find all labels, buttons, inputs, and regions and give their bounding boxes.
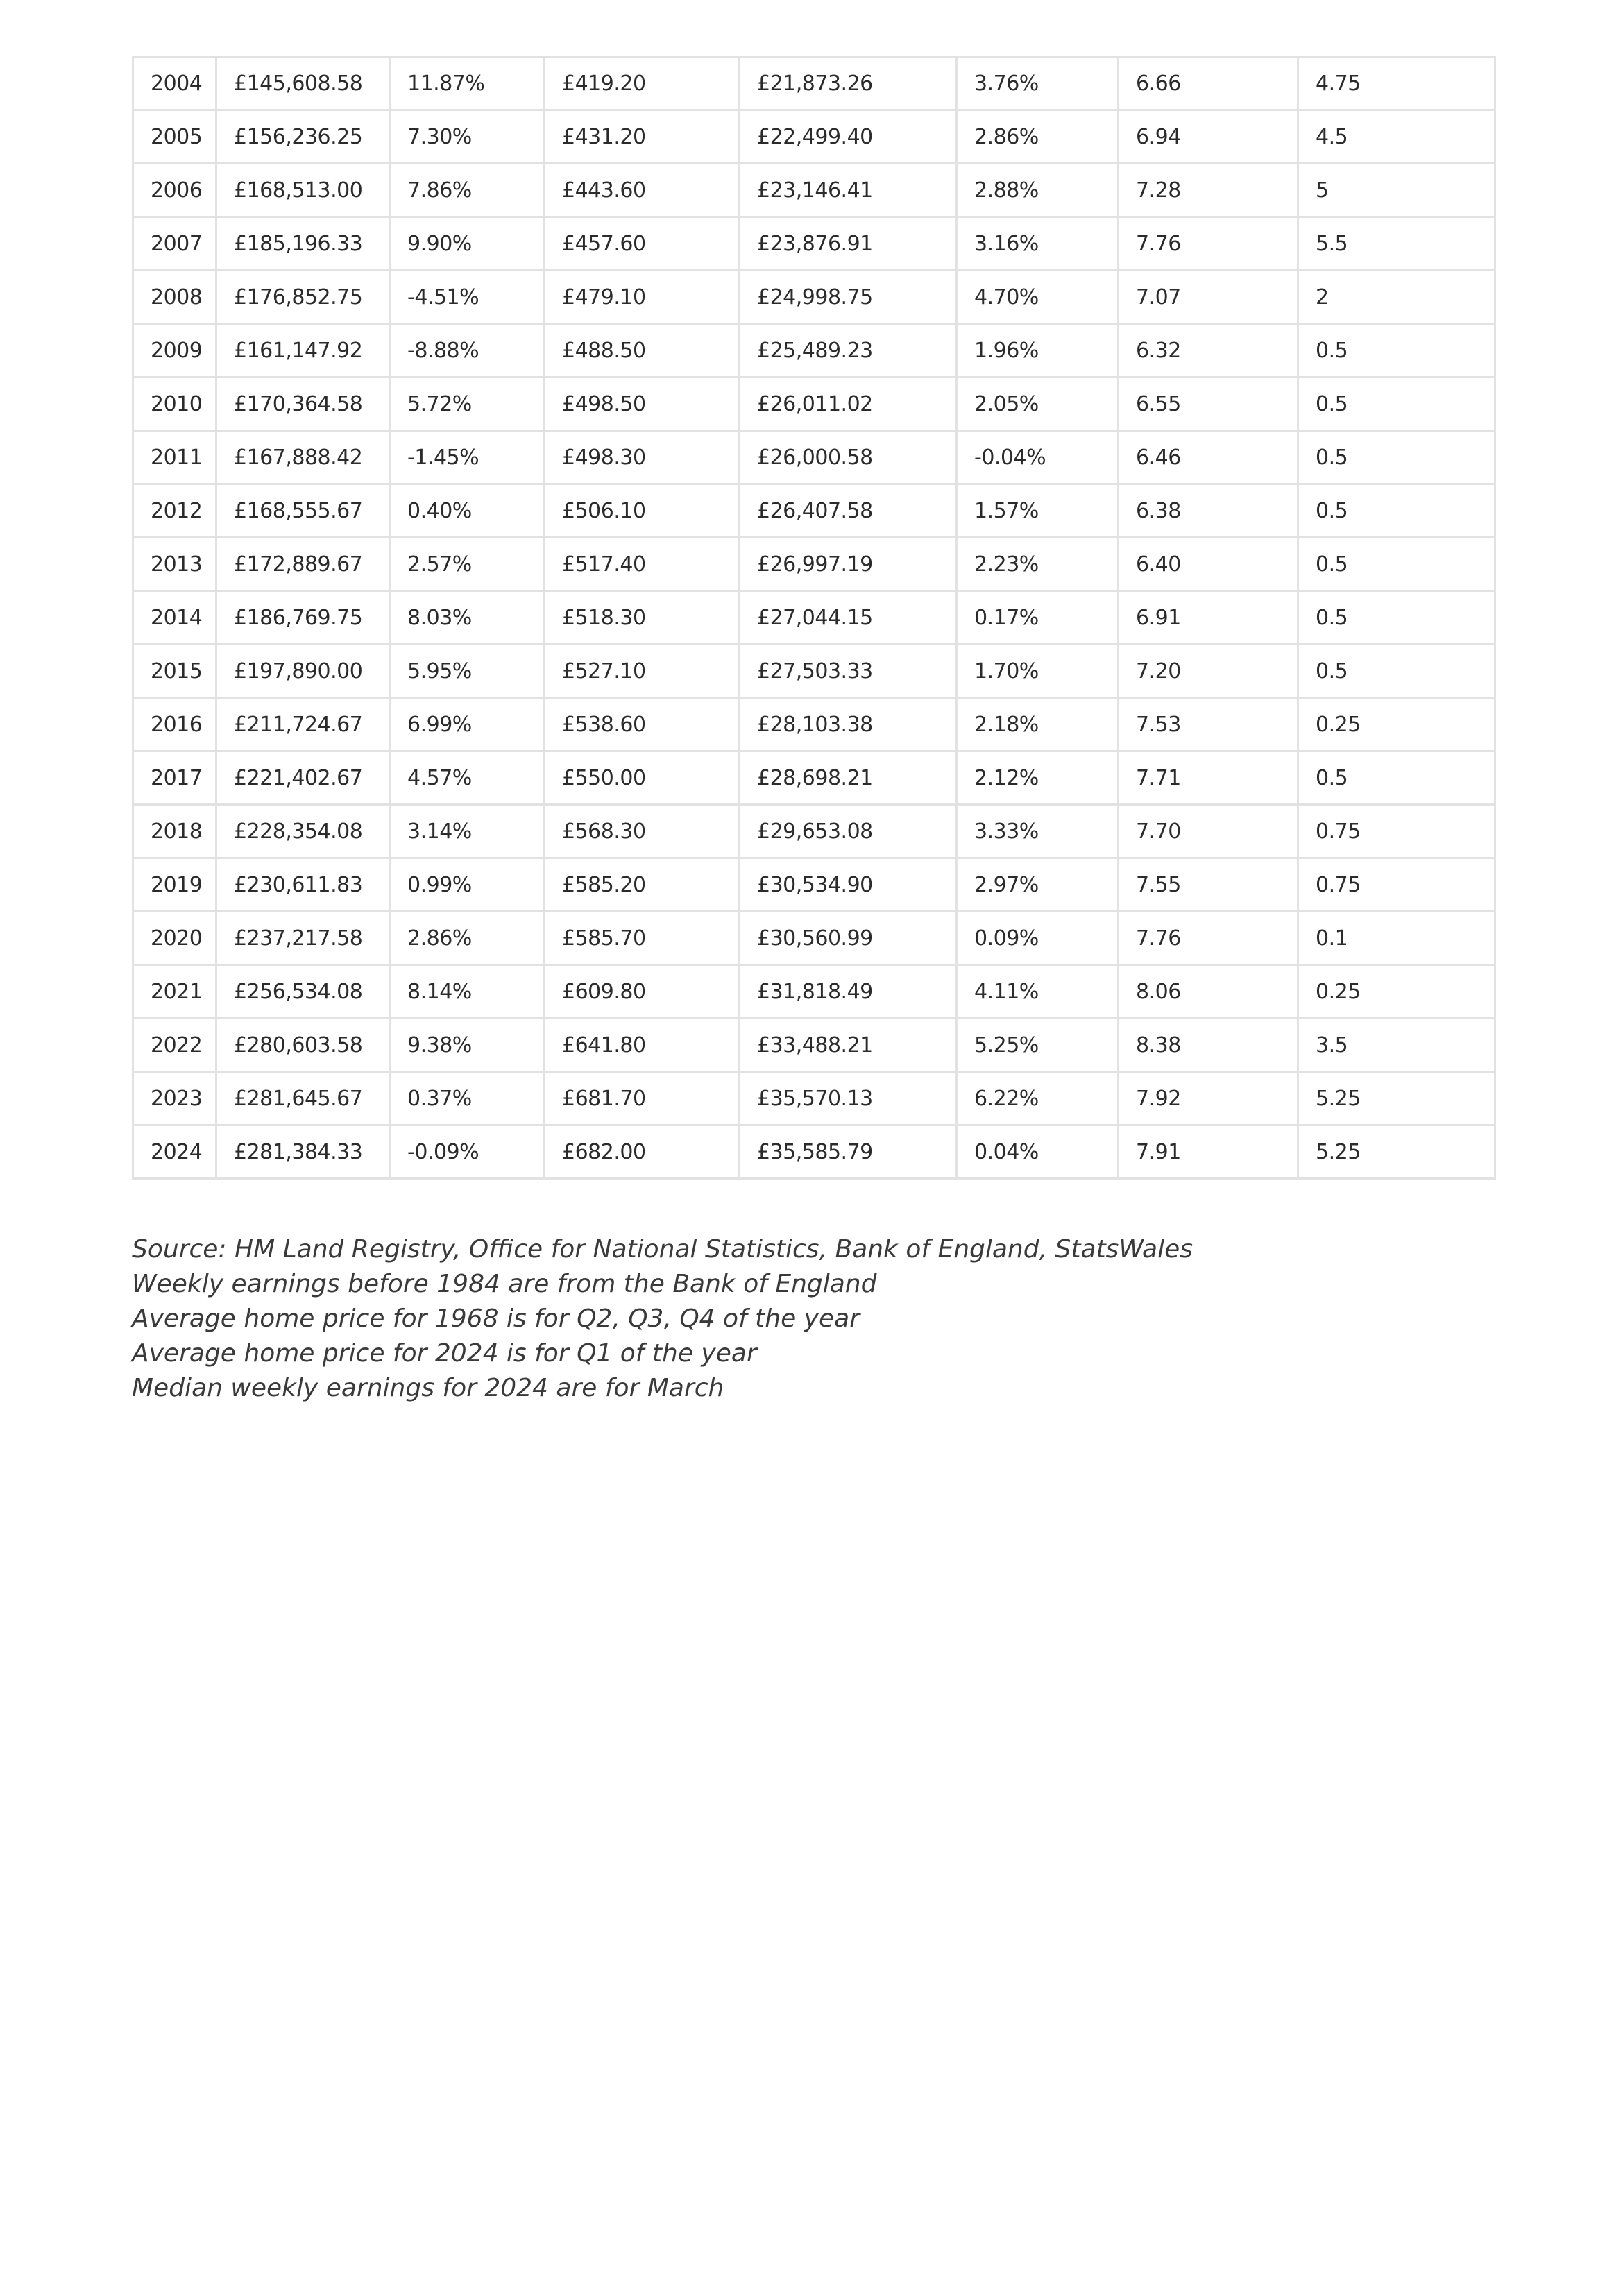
interest-rate-cell: 4.75 [1298,57,1495,110]
data-table [132,56,1496,1180]
interest-rate-cell: 5.5 [1298,217,1495,271]
annual-earnings-cell: £30,534.90 [740,858,957,912]
table-row [133,858,1495,912]
price-change-cell: 7.30% [390,110,545,164]
weekly-earnings-cell: £517.40 [545,538,740,591]
year-cell: 2010 [133,377,216,431]
average-home-price-cell: £221,402.67 [216,751,390,805]
year-cell: 2006 [133,164,216,217]
table-row [133,484,1495,538]
table-row [133,591,1495,645]
earnings-change-cell: 3.76% [957,57,1119,110]
note-weekly-earnings: Weekly earnings before 1984 are from the Bank of England [132,1270,877,1298]
year-cell: 2019 [133,858,216,912]
average-home-price-cell: £185,196.33 [216,217,390,271]
earnings-change-cell: 2.86% [957,110,1119,164]
ratio-cell: 6.91 [1119,591,1298,645]
year-cell: 2017 [133,751,216,805]
interest-rate-cell: 4.5 [1298,110,1495,164]
year-cell: 2018 [133,805,216,858]
table-row [133,1125,1495,1179]
annual-earnings-cell: £24,998.75 [740,271,957,324]
year-cell: 2008 [133,271,216,324]
earnings-change-cell: 2.18% [957,698,1119,751]
ratio-cell: 6.66 [1119,57,1298,110]
annual-earnings-cell: £27,044.15 [740,591,957,645]
earnings-change-cell: 2.05% [957,377,1119,431]
earnings-change-cell: 0.09% [957,912,1119,965]
interest-rate-cell: 2 [1298,271,1495,324]
interest-rate-cell: 0.5 [1298,751,1495,805]
earnings-change-cell: 2.12% [957,751,1119,805]
year-cell: 2011 [133,431,216,484]
earnings-change-cell: 0.04% [957,1125,1119,1179]
annual-earnings-cell: £26,011.02 [740,377,957,431]
average-home-price-cell: £281,384.33 [216,1125,390,1179]
annual-earnings-cell: £35,585.79 [740,1125,957,1179]
ratio-cell: 6.32 [1119,324,1298,377]
ratio-cell: 7.20 [1119,645,1298,698]
weekly-earnings-cell: £498.50 [545,377,740,431]
table-row [133,805,1495,858]
average-home-price-cell: £211,724.67 [216,698,390,751]
year-cell: 2020 [133,912,216,965]
year-cell: 2004 [133,57,216,110]
price-change-cell: 2.86% [390,912,545,965]
average-home-price-cell: £168,513.00 [216,164,390,217]
earnings-change-cell: 3.33% [957,805,1119,858]
note-home-price-2024: Average home price for 2024 is for Q1 of the year [132,1339,757,1368]
ratio-cell: 7.55 [1119,858,1298,912]
interest-rate-cell: 0.25 [1298,965,1495,1019]
average-home-price-cell: £256,534.08 [216,965,390,1019]
table-row [133,912,1495,965]
price-change-cell: 2.57% [390,538,545,591]
price-change-cell: 0.37% [390,1072,545,1125]
average-home-price-cell: £280,603.58 [216,1019,390,1072]
ratio-cell: 7.76 [1119,217,1298,271]
average-home-price-cell: £230,611.83 [216,858,390,912]
weekly-earnings-cell: £457.60 [545,217,740,271]
table-row [133,645,1495,698]
annual-earnings-cell: £30,560.99 [740,912,957,965]
weekly-earnings-cell: £550.00 [545,751,740,805]
ratio-cell: 7.28 [1119,164,1298,217]
ratio-cell: 6.55 [1119,377,1298,431]
price-change-cell: 7.86% [390,164,545,217]
earnings-change-cell: 2.88% [957,164,1119,217]
price-change-cell: -8.88% [390,324,545,377]
ratio-cell: 7.07 [1119,271,1298,324]
price-change-cell: 8.14% [390,965,545,1019]
year-cell: 2015 [133,645,216,698]
average-home-price-cell: £145,608.58 [216,57,390,110]
weekly-earnings-cell: £479.10 [545,271,740,324]
price-change-cell: 9.90% [390,217,545,271]
ratio-cell: 6.40 [1119,538,1298,591]
interest-rate-cell: 5.25 [1298,1072,1495,1125]
table-row [133,324,1495,377]
price-change-cell: 0.40% [390,484,545,538]
earnings-change-cell: 1.57% [957,484,1119,538]
weekly-earnings-cell: £568.30 [545,805,740,858]
table-row [133,377,1495,431]
price-change-cell: -0.09% [390,1125,545,1179]
interest-rate-cell: 3.5 [1298,1019,1495,1072]
annual-earnings-cell: £31,818.49 [740,965,957,1019]
weekly-earnings-cell: £518.30 [545,591,740,645]
average-home-price-cell: £281,645.67 [216,1072,390,1125]
table-row [133,538,1495,591]
price-change-cell: 5.72% [390,377,545,431]
year-cell: 2024 [133,1125,216,1179]
interest-rate-cell: 0.75 [1298,858,1495,912]
price-change-cell: -4.51% [390,271,545,324]
weekly-earnings-cell: £419.20 [545,57,740,110]
year-cell: 2014 [133,591,216,645]
weekly-earnings-cell: £682.00 [545,1125,740,1179]
average-home-price-cell: £168,555.67 [216,484,390,538]
interest-rate-cell: 0.1 [1298,912,1495,965]
earnings-change-cell: -0.04% [957,431,1119,484]
earnings-change-cell: 3.16% [957,217,1119,271]
note-home-price-1968: Average home price for 1968 is for Q2, Q3, Q4 of the year [132,1304,860,1333]
ratio-cell: 8.06 [1119,965,1298,1019]
price-change-cell: 11.87% [390,57,545,110]
ratio-cell: 7.71 [1119,751,1298,805]
table-body [133,57,1495,1179]
weekly-earnings-cell: £506.10 [545,484,740,538]
table-row [133,431,1495,484]
interest-rate-cell: 0.5 [1298,377,1495,431]
ratio-cell: 6.38 [1119,484,1298,538]
year-cell: 2016 [133,698,216,751]
annual-earnings-cell: £26,407.58 [740,484,957,538]
table-row [133,1072,1495,1125]
table-row [133,164,1495,217]
table-row [133,965,1495,1019]
annual-earnings-cell: £23,146.41 [740,164,957,217]
earnings-change-cell: 1.70% [957,645,1119,698]
note-median-earnings: Median weekly earnings for 2024 are for March [132,1374,724,1402]
annual-earnings-cell: £23,876.91 [740,217,957,271]
interest-rate-cell: 0.5 [1298,324,1495,377]
interest-rate-cell: 0.25 [1298,698,1495,751]
annual-earnings-cell: £22,499.40 [740,110,957,164]
average-home-price-cell: £170,364.58 [216,377,390,431]
average-home-price-cell: £237,217.58 [216,912,390,965]
interest-rate-cell: 5 [1298,164,1495,217]
interest-rate-cell: 5.25 [1298,1125,1495,1179]
table-row [133,57,1495,110]
earnings-change-cell: 4.11% [957,965,1119,1019]
average-home-price-cell: £172,889.67 [216,538,390,591]
interest-rate-cell: 0.5 [1298,538,1495,591]
price-change-cell: 9.38% [390,1019,545,1072]
weekly-earnings-cell: £527.10 [545,645,740,698]
annual-earnings-cell: £26,997.19 [740,538,957,591]
weekly-earnings-cell: £585.20 [545,858,740,912]
notes-block [132,1232,1494,1406]
earnings-change-cell: 0.17% [957,591,1119,645]
average-home-price-cell: £167,888.42 [216,431,390,484]
earnings-change-cell: 2.97% [957,858,1119,912]
ratio-cell: 7.70 [1119,805,1298,858]
weekly-earnings-cell: £443.60 [545,164,740,217]
annual-earnings-cell: £29,653.08 [740,805,957,858]
price-change-cell: 0.99% [390,858,545,912]
average-home-price-cell: £176,852.75 [216,271,390,324]
price-change-cell: 4.57% [390,751,545,805]
ratio-cell: 7.91 [1119,1125,1298,1179]
table-row [133,271,1495,324]
year-cell: 2021 [133,965,216,1019]
source-note: Source: HM Land Registry, Office for National Statistics, Bank of England, StatsWales [132,1235,1193,1264]
price-change-cell: 8.03% [390,591,545,645]
year-cell: 2023 [133,1072,216,1125]
interest-rate-cell: 0.5 [1298,645,1495,698]
year-cell: 2013 [133,538,216,591]
ratio-cell: 8.38 [1119,1019,1298,1072]
price-change-cell: 6.99% [390,698,545,751]
weekly-earnings-cell: £609.80 [545,965,740,1019]
interest-rate-cell: 0.5 [1298,431,1495,484]
earnings-change-cell: 4.70% [957,271,1119,324]
ratio-cell: 6.46 [1119,431,1298,484]
weekly-earnings-cell: £585.70 [545,912,740,965]
annual-earnings-cell: £28,698.21 [740,751,957,805]
earnings-change-cell: 5.25% [957,1019,1119,1072]
table-row [133,698,1495,751]
ratio-cell: 6.94 [1119,110,1298,164]
ratio-cell: 7.53 [1119,698,1298,751]
ratio-cell: 7.76 [1119,912,1298,965]
year-cell: 2005 [133,110,216,164]
annual-earnings-cell: £35,570.13 [740,1072,957,1125]
earnings-change-cell: 2.23% [957,538,1119,591]
price-change-cell: -1.45% [390,431,545,484]
annual-earnings-cell: £26,000.58 [740,431,957,484]
interest-rate-cell: 0.75 [1298,805,1495,858]
average-home-price-cell: £161,147.92 [216,324,390,377]
weekly-earnings-cell: £681.70 [545,1072,740,1125]
price-change-cell: 5.95% [390,645,545,698]
average-home-price-cell: £186,769.75 [216,591,390,645]
price-change-cell: 3.14% [390,805,545,858]
year-cell: 2022 [133,1019,216,1072]
earnings-change-cell: 6.22% [957,1072,1119,1125]
ratio-cell: 7.92 [1119,1072,1298,1125]
average-home-price-cell: £228,354.08 [216,805,390,858]
weekly-earnings-cell: £431.20 [545,110,740,164]
annual-earnings-cell: £25,489.23 [740,324,957,377]
average-home-price-cell: £197,890.00 [216,645,390,698]
table-row [133,751,1495,805]
year-cell: 2009 [133,324,216,377]
weekly-earnings-cell: £498.30 [545,431,740,484]
interest-rate-cell: 0.5 [1298,484,1495,538]
annual-earnings-cell: £28,103.38 [740,698,957,751]
weekly-earnings-cell: £538.60 [545,698,740,751]
year-cell: 2012 [133,484,216,538]
weekly-earnings-cell: £641.80 [545,1019,740,1072]
interest-rate-cell: 0.5 [1298,591,1495,645]
table-row [133,217,1495,271]
annual-earnings-cell: £27,503.33 [740,645,957,698]
annual-earnings-cell: £33,488.21 [740,1019,957,1072]
table-row [133,110,1495,164]
table-row [133,1019,1495,1072]
earnings-change-cell: 1.96% [957,324,1119,377]
weekly-earnings-cell: £488.50 [545,324,740,377]
annual-earnings-cell: £21,873.26 [740,57,957,110]
year-cell: 2007 [133,217,216,271]
average-home-price-cell: £156,236.25 [216,110,390,164]
